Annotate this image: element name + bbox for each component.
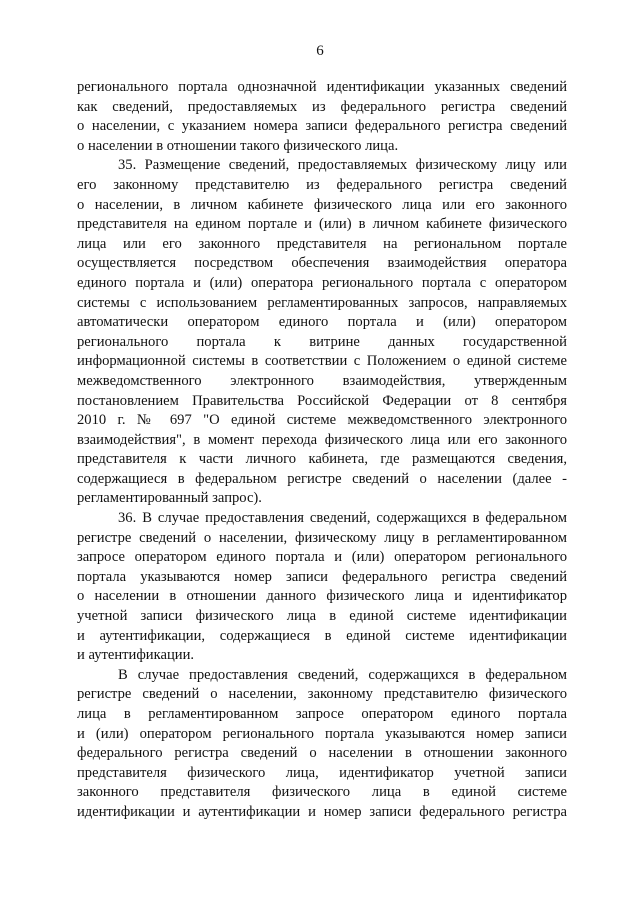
text-line: о населении в отношении данного физического лица и идентификатор — [77, 588, 567, 605]
text-line: В случае предоставления сведений, содержащихся в федеральном — [118, 666, 567, 683]
paragraph-item-36-representative — [77, 666, 567, 823]
paragraph-continuation — [77, 78, 567, 156]
document-body — [77, 78, 567, 823]
text-line: постановлением Правительства Российской Федерации от 8 сентября — [77, 392, 567, 409]
text-line: учетной записи физического лица в единой системе идентификации — [77, 608, 567, 625]
text-line: регистре сведений о населении, законному представителю физического — [77, 686, 567, 703]
text-line: законного представителя физического лица в единой системе — [77, 784, 567, 801]
text-line: 35. Размещение сведений, предоставляемых физическому лицу или — [118, 157, 567, 174]
text-line: и аутентификации. — [77, 647, 195, 664]
paragraph-item-36 — [77, 509, 567, 666]
text-line: портала указываются номер записи федерального регистра сведений — [77, 568, 567, 585]
text-line: регионального портала к витрине данных государственной — [77, 333, 567, 350]
text-line: о населении, с указанием номера записи федерального регистра сведений — [77, 118, 567, 135]
text-line: о населении, в личном кабинете физического лица или его законного — [77, 196, 567, 213]
text-line: 36. В случае предоставления сведений, содержащихся в федеральном — [118, 510, 567, 527]
text-line: регионального портала однозначной идентификации указанных сведений — [77, 79, 567, 95]
text-line: лица в регламентированном запросе оператором единого портала — [77, 706, 567, 722]
text-line: его законному представителю из федерального регистра сведений — [77, 176, 567, 193]
text-line: содержащиеся в федеральном регистре сведений о населении (далее - — [77, 470, 567, 487]
text-line: единого портала и (или) оператора регионального портала с оператором — [77, 274, 567, 291]
text-line: регистре сведений о населении, физическому лицу в регламентированном — [77, 529, 567, 546]
page-number: 6 — [316, 43, 324, 59]
text-line: запросе оператором единого портала и (или) оператором регионального — [77, 549, 567, 566]
text-line: системы с использованием регламентированных запросов, направляемых — [77, 294, 567, 311]
text-line: представителя к части личного кабинета, где размещаются сведения, — [77, 451, 567, 468]
text-line: 2010 г. № 697 "О единой системе межведомственного электронного — [77, 412, 567, 429]
text-line: и (или) оператором регионального портала указываются номер записи — [77, 725, 567, 742]
text-line: о населении в отношении такого физического лица. — [77, 137, 399, 154]
text-line: представителя физического лица, идентификатор учетной записи — [77, 764, 567, 781]
paragraph-item-35 — [77, 156, 567, 509]
text-line: осуществляется посредством обеспечения взаимодействия оператора — [77, 255, 567, 272]
text-line: идентификации и аутентификации и номер записи федерального регистра — [77, 803, 567, 820]
text-line: регламентированный запрос). — [77, 490, 262, 507]
text-line: лица или его законного представителя на региональном портале — [77, 235, 567, 252]
text-line: информационной системы в соответствии с Положением о единой системе — [77, 353, 567, 370]
text-line: и аутентификации, содержащиеся в единой системе идентификации — [77, 627, 567, 644]
text-line: федерального регистра сведений о населении в отношении законного — [77, 745, 567, 762]
text-line: автоматически оператором единого портала и (или) оператором — [77, 314, 567, 331]
text-line: межведомственного электронного взаимодействия, утвержденным — [77, 372, 567, 389]
text-line: представителя на едином портале и (или) в личном кабинете физического — [77, 216, 567, 233]
text-line: взаимодействия", в момент перехода физического лица или его законного — [77, 431, 567, 448]
text-line: как сведений, предоставляемых из федерального регистра сведений — [77, 98, 567, 115]
